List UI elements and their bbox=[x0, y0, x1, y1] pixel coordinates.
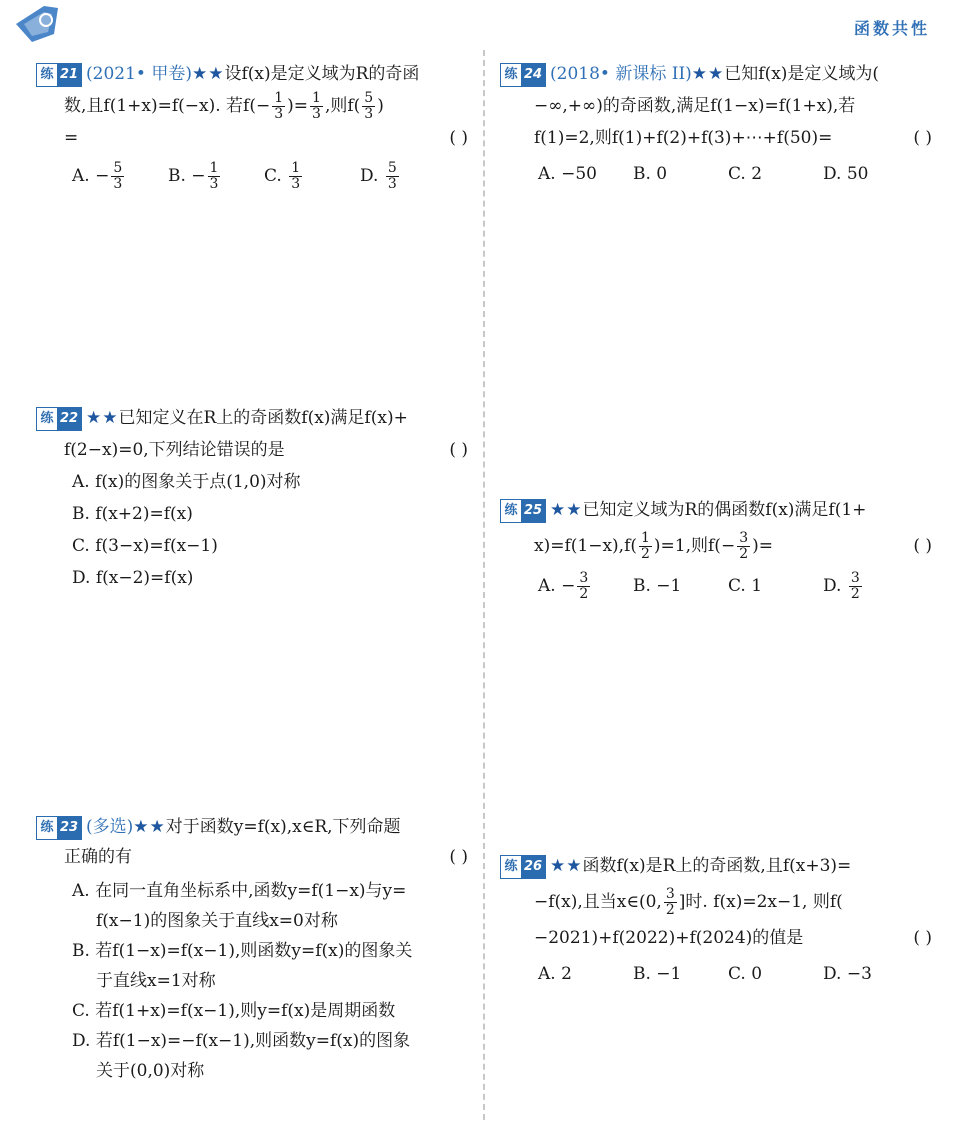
option-c: C. $\frac{1}{3}$ bbox=[264, 160, 301, 192]
option-b: B. −1 bbox=[633, 576, 682, 596]
difficulty-stars: ★★ bbox=[691, 64, 725, 84]
problem-badge: 练 22 bbox=[36, 407, 82, 431]
problem-text: 函数f(x)是R上的奇函数,且f(x+3)= bbox=[582, 856, 852, 876]
option-d: D. 50 bbox=[823, 164, 869, 184]
option-a: A. 2 bbox=[538, 964, 572, 984]
problem-source: (2018• 新课标 II) bbox=[550, 64, 692, 84]
problem-text: = bbox=[64, 128, 79, 148]
problem-25: 练 25 ★★已知定义域为R的偶函数f(x)满足f(1+ x)=f(1−x),f( $\frac{1}{2}$ )=1,则f(− $\frac{3}{2}$ )= ( ) A. − $\frac{3}{2}$ B. −1 C. 1 D. $\frac{3}{2}$ bbox=[500, 494, 932, 602]
option-d: D. f(x−2)=f(x) bbox=[72, 568, 194, 588]
problem-text: f(2−x)=0,下列结论错误的是 bbox=[64, 440, 285, 460]
difficulty-stars: ★★ bbox=[550, 500, 583, 520]
answer-blank: ( ) bbox=[913, 128, 932, 148]
problem-badge: 练 23 bbox=[36, 816, 82, 840]
option-b: B. f(x+2)=f(x) bbox=[72, 504, 193, 524]
answer-blank: ( ) bbox=[913, 928, 932, 948]
problem-text: −∞,+∞)的奇函数,满足f(1−x)=f(1+x),若 bbox=[534, 96, 856, 116]
problem-text: x)=f(1−x),f( bbox=[534, 536, 637, 556]
problem-source: (2021• 甲卷) bbox=[86, 64, 192, 84]
option-a: A. f(x)的图象关于点(1,0)对称 bbox=[72, 472, 301, 492]
problem-text: 已知f(x)是定义域为( bbox=[724, 64, 880, 84]
problem-source: (多选) bbox=[86, 817, 134, 837]
fraction: $\frac{3}{2}$ bbox=[665, 886, 675, 918]
option-d: D. $\frac{5}{3}$ bbox=[360, 160, 397, 192]
option-d: D. $\frac{3}{2}$ bbox=[823, 570, 860, 602]
problem-badge: 练 25 bbox=[500, 499, 546, 523]
problem-text: 正确的有 bbox=[64, 847, 132, 867]
answer-blank: ( ) bbox=[913, 536, 932, 556]
option-b: B. −1 bbox=[633, 964, 682, 984]
column-divider bbox=[483, 50, 485, 1120]
fraction: $\frac{5}{3}$ bbox=[364, 90, 374, 122]
option-a: A. −50 bbox=[538, 164, 597, 184]
answer-blank: ( ) bbox=[449, 847, 468, 867]
problem-badge: 练 21 bbox=[36, 63, 82, 87]
option-c: C. 若f(1+x)=f(x−1),则y=f(x)是周期函数 bbox=[72, 1001, 396, 1021]
option-b: B. 若f(1−x)=f(x−1),则函数y=f(x)的图象关 于直线x=1对称 bbox=[72, 941, 413, 991]
problem-26: 练 26 ★★函数f(x)是R上的奇函数,且f(x+3)= −f(x),且当x∈(0, $\frac{3}{2}$ ]时. f(x)=2x−1, 则f( −2021)+f(2022)+f(2024)的值是 ( ) A. 2 B. −1 C. 0 D. −3 bbox=[500, 848, 932, 992]
page-header-title: 函数共性 bbox=[853, 19, 930, 38]
problem-text: 对于函数y=f(x),x∈R,下列命题 bbox=[165, 817, 401, 837]
answer-blank: ( ) bbox=[449, 440, 468, 460]
problem-24 bbox=[500, 58, 932, 190]
option-a: A. − $\frac{5}{3}$ bbox=[72, 160, 123, 192]
answer-blank: ( ) bbox=[449, 128, 468, 148]
difficulty-stars: ★★ bbox=[133, 817, 166, 837]
option-d: D. 若f(1−x)=−f(x−1),则函数y=f(x)的图象 关于(0,0)对称 bbox=[72, 1031, 411, 1081]
problem-text: 已知定义在R上的奇函数f(x)满足f(x)+ bbox=[118, 408, 408, 428]
problem-badge: 练 26 bbox=[500, 855, 546, 879]
option-d: D. −3 bbox=[823, 964, 872, 984]
option-a: A. 在同一直角坐标系中,函数y=f(1−x)与y= f(x−1)的图象关于直线x=0对称 bbox=[72, 881, 407, 931]
difficulty-stars: ★★ bbox=[191, 64, 225, 84]
problem-22 bbox=[36, 402, 468, 594]
logo-icon bbox=[14, 4, 64, 44]
problem-text: −f(x),且当x∈(0, bbox=[534, 892, 662, 912]
option-a: A. − $\frac{3}{2}$ bbox=[538, 570, 589, 602]
problem-text: f(1)=2,则f(1)+f(2)+f(3)+⋯+f(50)= bbox=[534, 128, 833, 148]
option-b: B. − $\frac{1}{3}$ bbox=[168, 160, 219, 192]
fraction: $\frac{1}{2}$ bbox=[641, 530, 650, 562]
problem-text: −2021)+f(2022)+f(2024)的值是 bbox=[534, 928, 804, 948]
option-c: C. 2 bbox=[728, 164, 763, 184]
difficulty-stars: ★★ bbox=[550, 856, 583, 876]
option-c: C. 0 bbox=[728, 964, 763, 984]
problem-text: 数,且f(1+x)=f(−x). 若f(− bbox=[64, 96, 271, 116]
option-b: B. 0 bbox=[633, 164, 668, 184]
fraction: $\frac{1}{3}$ bbox=[274, 90, 284, 122]
problem-23 bbox=[36, 812, 468, 1086]
option-c: C. 1 bbox=[728, 576, 763, 596]
problem-text: 已知定义域为R的偶函数f(x)满足f(1+ bbox=[582, 500, 867, 520]
problem-21: 练 21 (2021• 甲卷)★★设f(x)是定义域为R的奇函 数,且f(1+x)=f(−x). 若f(− $\frac{1}{3}$ )= $\frac{1}{3}$ ,则f( $\frac{5}{3}$ ) = ( ) A. − $\frac{5}{3}$ B. − $\frac{1}{3}$ C. $\frac{1}{3}$ D. $\frac{5}{3}$ bbox=[36, 58, 468, 192]
option-c: C. f(3−x)=f(x−1) bbox=[72, 536, 218, 556]
fraction: $\frac{1}{3}$ bbox=[312, 90, 321, 122]
difficulty-stars: ★★ bbox=[86, 408, 119, 428]
fraction: $\frac{3}{2}$ bbox=[739, 530, 749, 562]
problem-text: 设f(x)是定义域为R的奇函 bbox=[224, 64, 420, 84]
problem-badge: 练 24 bbox=[500, 63, 546, 87]
